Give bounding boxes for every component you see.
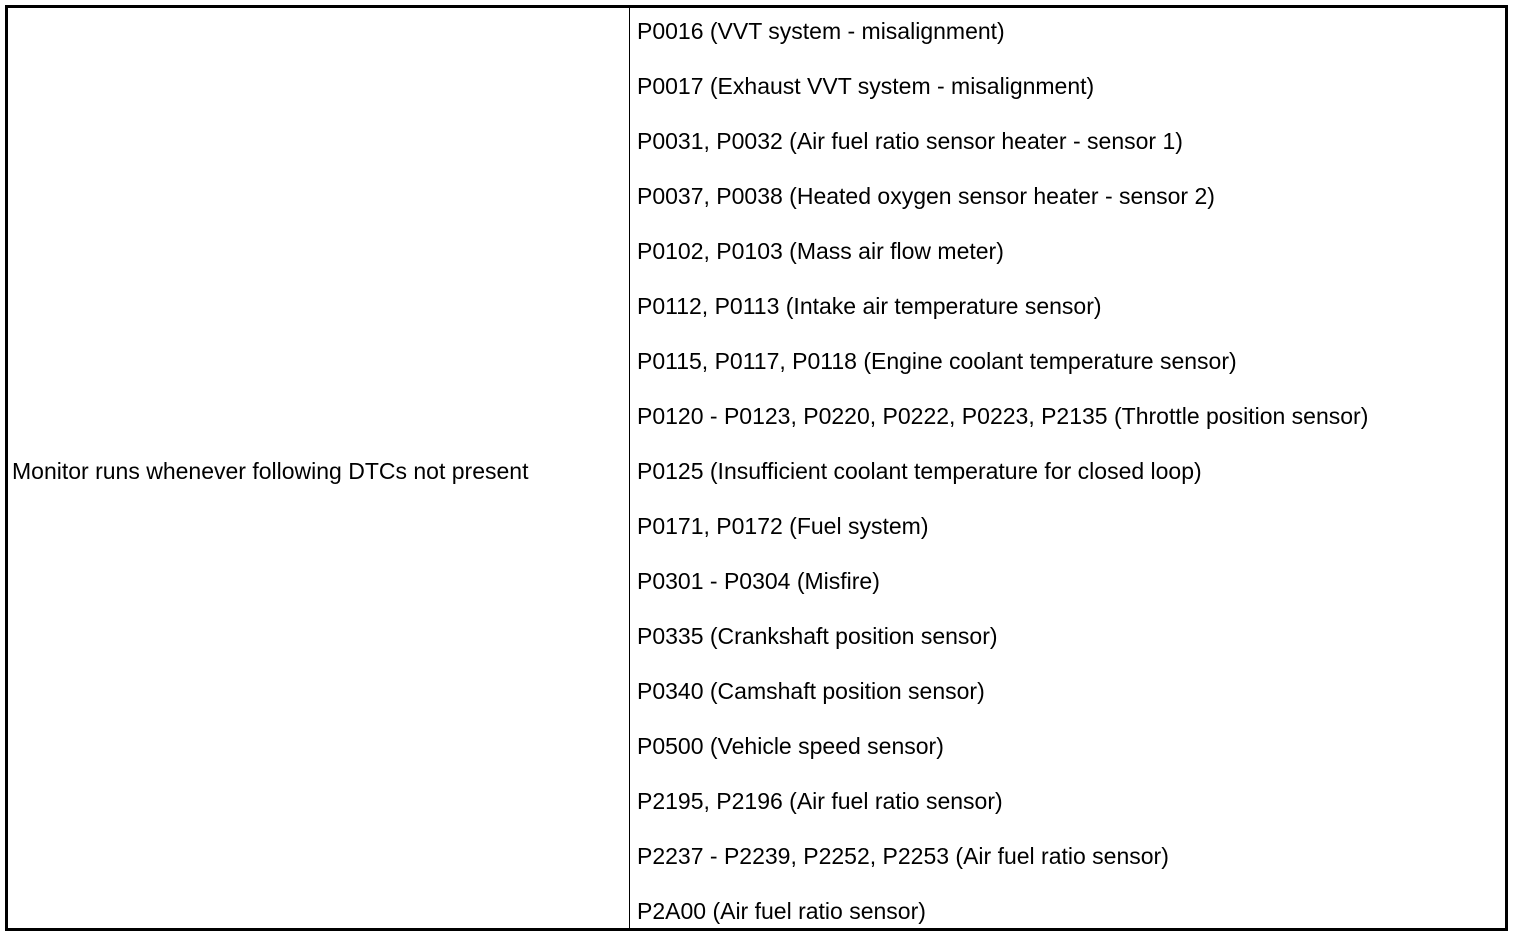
dtc-item: P2195, P2196 (Air fuel ratio sensor): [637, 788, 1003, 814]
dtc-item: P0301 - P0304 (Misfire): [637, 568, 880, 594]
dtc-item: P0037, P0038 (Heated oxygen sensor heater - sensor 2): [637, 183, 1215, 209]
dtc-list: [637, 17, 1368, 952]
condition-cell: [8, 8, 630, 928]
dtc-item: P0335 (Crankshaft position sensor): [637, 623, 998, 649]
dtc-item: P0017 (Exhaust VVT system - misalignment): [637, 73, 1095, 99]
dtc-item: P0115, P0117, P0118 (Engine coolant temperature sensor): [637, 348, 1237, 374]
dtc-item: P0102, P0103 (Mass air flow meter): [637, 238, 1004, 264]
dtc-list-cell: [631, 8, 1505, 928]
dtc-item: P2237 - P2239, P2252, P2253 (Air fuel ratio sensor): [637, 843, 1169, 869]
dtc-item: P0120 - P0123, P0220, P0222, P0223, P2135 (Throttle position sensor): [637, 403, 1369, 429]
dtc-item: P0500 (Vehicle speed sensor): [637, 733, 944, 759]
dtc-item: P0112, P0113 (Intake air temperature sensor): [637, 293, 1102, 319]
dtc-item: P0125 (Insufficient coolant temperature for closed loop): [637, 458, 1202, 484]
dtc-item: P0016 (VVT system - misalignment): [637, 18, 1005, 44]
condition-text: Monitor runs whenever following DTCs not present: [12, 458, 529, 484]
dtc-item: P0031, P0032 (Air fuel ratio sensor heater - sensor 1): [637, 128, 1183, 154]
dtc-condition-table: [5, 5, 1508, 931]
dtc-item: P0340 (Camshaft position sensor): [637, 678, 985, 704]
dtc-item: P0171, P0172 (Fuel system): [637, 513, 929, 539]
dtc-item: P2A00 (Air fuel ratio sensor): [637, 898, 926, 924]
